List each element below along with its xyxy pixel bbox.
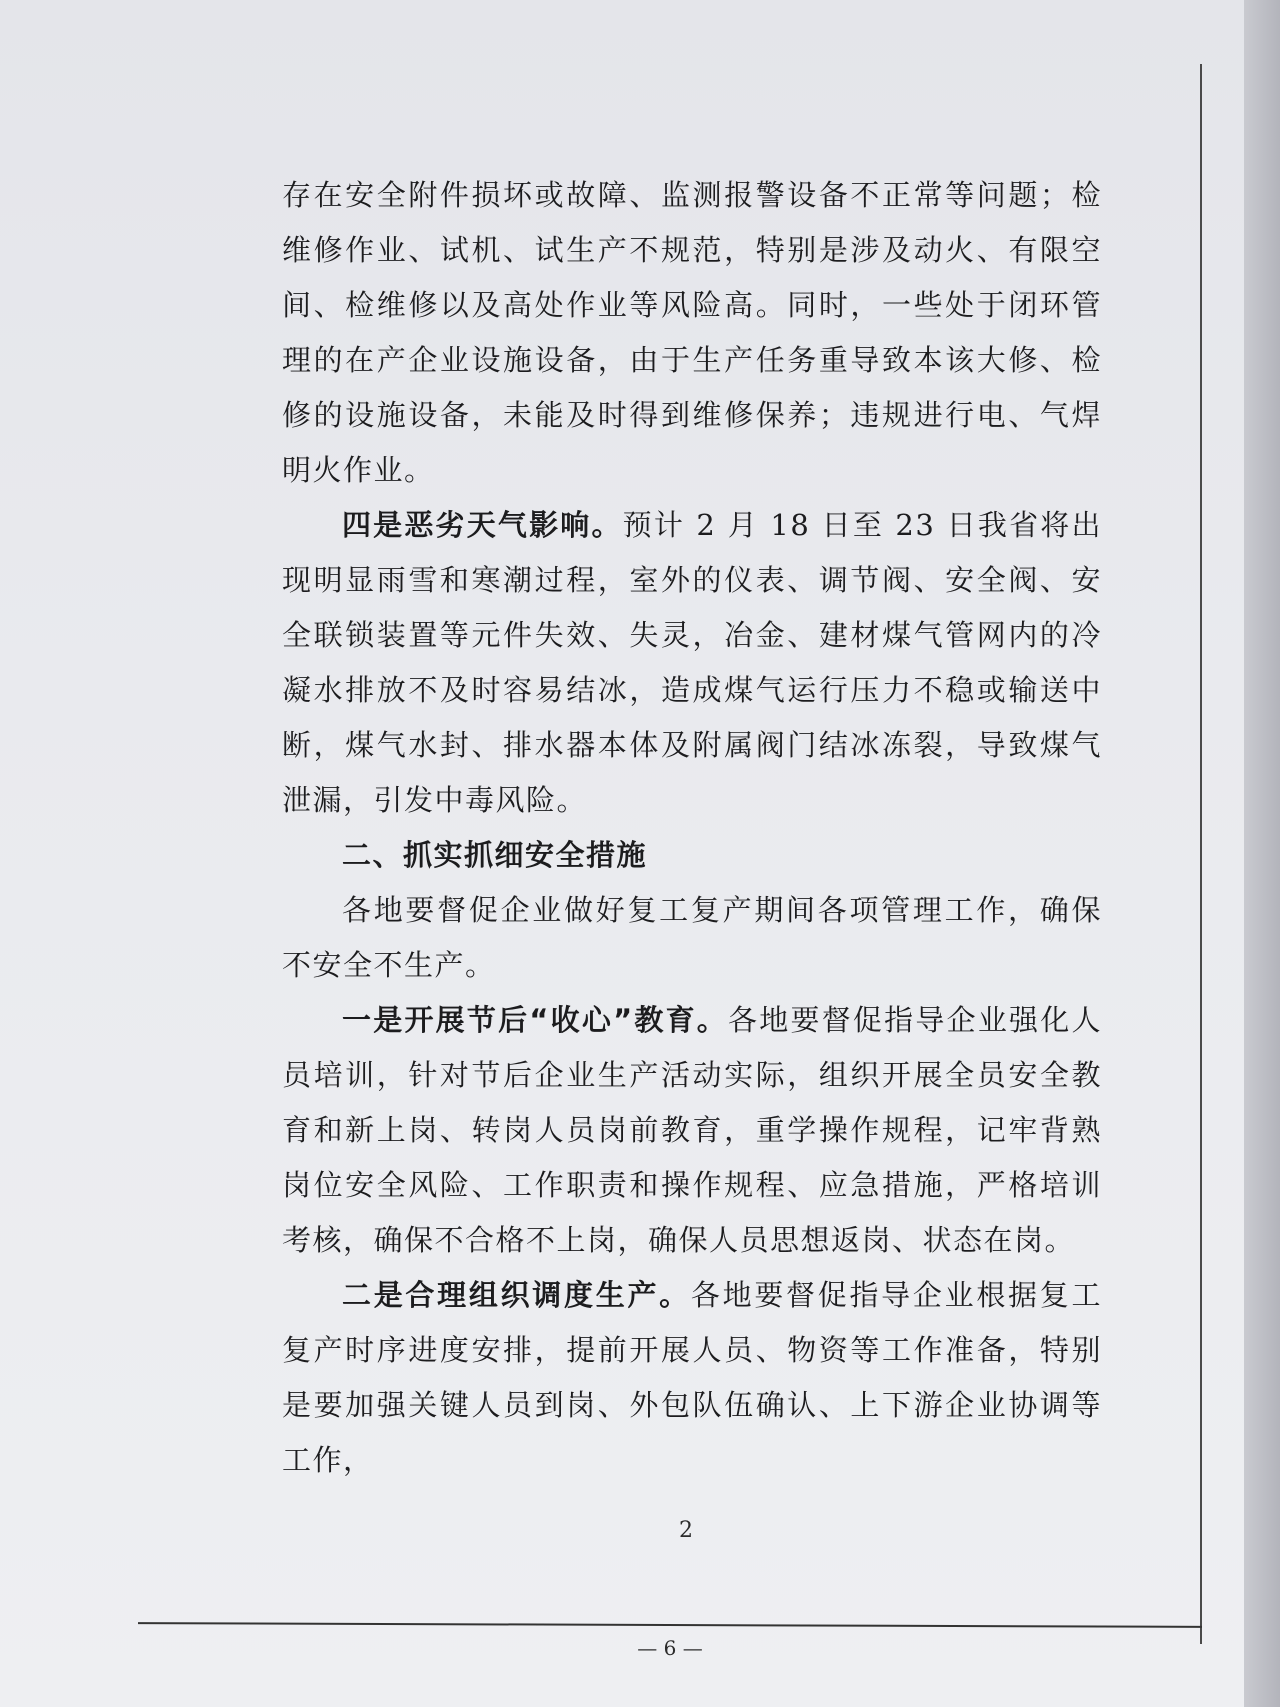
paragraph-education xyxy=(282,993,1102,1268)
footer-divider xyxy=(138,1622,1202,1628)
paragraph-scheduling xyxy=(282,1268,1102,1488)
page-edge-shadow xyxy=(1244,0,1280,1707)
paragraph-text: 各地要督促指导企业根据复工复产时序进度安排，提前开展人员、物资等工作准备，特别是要加强关键人员到岗、外包队伍确认、上下游企业协调等工作， xyxy=(282,1278,1102,1477)
section-heading: 二、抓实抓细安全措施 xyxy=(342,838,648,872)
outer-page-number: — 6 — xyxy=(637,1636,703,1660)
paragraph-text: 各地要督促指导企业强化人员培训，针对节后企业生产活动实际，组织开展全员安全教育和新上岗、转岗人员岗前教育，重学操作规程，记牢背熟岗位安全风险、工作职责和操作规程、应急措施，严格培训考核，确保不合格不上岗，确保人员思想返岗、状态在岗。 xyxy=(282,1003,1102,1257)
paragraph-continuation xyxy=(282,168,1102,498)
paragraph-lead: 四是恶劣天气影响。 xyxy=(342,508,623,542)
page-border-line xyxy=(1200,64,1202,1644)
paragraph-text: 各地要督促企业做好复工复产期间各项管理工作，确保不安全不生产。 xyxy=(282,893,1102,982)
paragraph-text: 存在安全附件损坏或故障、监测报警设备不正常等问题；检维修作业、试机、试生产不规范，特别是涉及动火、有限空间、检维修以及高处作业等风险高。同时，一些处于闭环管理的在产企业设施设备，由于生产任务重导致本该大修、检修的设施设备，未能及时得到维修保养；违规进行电、气焊明火作业。 xyxy=(282,178,1102,487)
paragraph-weather-impact xyxy=(282,498,1102,828)
paragraph-lead: 二是合理组织调度生产。 xyxy=(342,1278,691,1312)
paragraph-lead: 一是开展节后“收心”教育。 xyxy=(342,1003,729,1037)
document-body xyxy=(282,168,1102,1488)
page-number: 2 xyxy=(679,1518,693,1543)
paragraph-text: 预计 2 月 18 日至 23 日我省将出现明显雨雪和寒潮过程，室外的仪表、调节阀、安全阀、安全联锁装置等元件失效、失灵，冶金、建材煤气管网内的冷凝水排放不及时容易结冰，造成煤气运行压力不稳或输送中断，煤气水封、排水器本体及附属阀门结冰冻裂，导致煤气泄漏，引发中毒风险。 xyxy=(282,508,1102,817)
paragraph-intro xyxy=(282,883,1102,993)
